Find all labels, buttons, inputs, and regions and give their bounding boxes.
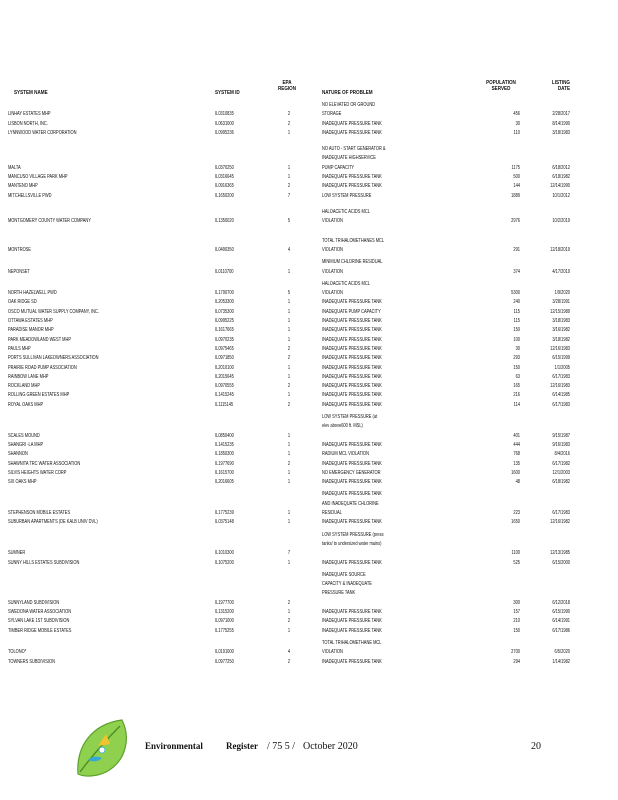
listing-date: 6/15/1990 — [552, 609, 570, 615]
system-id: IL0631000 — [215, 120, 234, 127]
population-served: 291 — [513, 246, 520, 253]
system-id: IL1010300 — [215, 550, 234, 557]
problem-line: INADEQUATE PRESSURE TANK — [322, 460, 382, 467]
epa-region: 1 — [287, 627, 291, 634]
system-name: MONTGOMERY COUNTY WATER COMPANY — [8, 218, 91, 225]
population-served: 150 — [513, 327, 520, 334]
problem-line: INADEQUATE PRESSURE TANK — [322, 318, 382, 324]
problem-line: PRESSURE TANK — [322, 590, 356, 597]
system-name: ROCKLAND MHP — [8, 383, 41, 390]
epa-region: 1 — [287, 559, 291, 566]
system-id: IL0191000 — [215, 649, 234, 656]
system-name: MITCHELLSVILLE PWD — [8, 192, 52, 199]
problem-line: INADEQUATE PRESSURE TANK — [322, 383, 382, 390]
population-served: 401 — [513, 432, 520, 439]
listing-date: 9/15/1987 — [552, 432, 570, 439]
problem-line: INADEQUATE PRESSURE TANK — [322, 129, 382, 136]
system-name: NEPONSET — [8, 268, 30, 275]
population-served: 456 — [513, 111, 520, 118]
epa-region: 1 — [287, 469, 291, 476]
header-population-served: POPULATION SERVED — [486, 80, 516, 93]
problem-line: INADEQUATE PRESSURE TANK — [322, 345, 382, 352]
problem-line: INADEQUATE PRESSURE TANK — [322, 441, 382, 448]
listing-date: 10/2/2019 — [552, 218, 570, 225]
footer-register: Register — [226, 741, 258, 751]
population-served: 223 — [513, 510, 520, 516]
system-name: PARADISE MANOR MHP — [8, 327, 54, 334]
epa-region: 1 — [287, 510, 291, 516]
listing-date: 12/15/1989 — [550, 308, 570, 315]
environmental-register-leaf-logo — [72, 716, 138, 778]
system-name: PRAIRIE ROAD PUMP ASSOCIATION — [8, 364, 77, 371]
system-id: IL1075200 — [215, 559, 234, 566]
population-served: 115 — [513, 308, 520, 315]
problem-line: INADEQUATE PRESSURE TANK — [322, 392, 382, 399]
problem-line: HALOACETIC ACIDS MCL — [322, 209, 370, 215]
system-id: IL1115145 — [215, 401, 234, 408]
system-id: IL2010100 — [215, 364, 234, 371]
population-served: 63 — [515, 373, 520, 380]
problem-line: INADEQUATE PRESSURE TANK — [322, 627, 382, 634]
population-served: 210 — [513, 618, 520, 625]
system-name: TIMBER RIDGE MOBILE ESTATES — [8, 627, 72, 634]
epa-region: 1 — [287, 373, 291, 380]
system-id: IL0375148 — [215, 519, 234, 526]
system-id: IL0370250 — [215, 164, 234, 171]
problem-line: VIOLATION — [322, 246, 343, 253]
header-nature-of-problem: NATURE OF PROBLEM — [322, 90, 373, 96]
system-id: IL0735300 — [215, 308, 234, 315]
system-name: SCALES MOUND — [8, 432, 40, 439]
system-name: SUNNY HILLS ESTATES SUBDIVISION — [8, 559, 80, 566]
system-id: IL0971000 — [215, 618, 234, 625]
listing-date: 6/12/2018 — [552, 599, 570, 606]
problem-line: INADEQUATE PRESSURE TANK — [322, 336, 382, 343]
population-served: 110 — [513, 129, 520, 136]
problem-line: TOTAL TRIHALOMETHANE MCL — [322, 639, 382, 646]
system-id: IL1415235 — [215, 441, 234, 448]
header-listing-date: LISTING DATE — [551, 80, 570, 93]
population-served: 157 — [513, 609, 520, 615]
system-id: IL1775255 — [215, 627, 234, 634]
problem-line: STORAGE — [322, 111, 342, 118]
footer-page-number: 20 — [531, 741, 541, 752]
listing-date: 6/15/1999 — [552, 355, 570, 362]
problem-line: INADEQUATE PRESSURE TANK — [322, 401, 382, 408]
system-id: IL2016605 — [215, 479, 234, 486]
listing-date: 12/13/1985 — [550, 550, 570, 557]
population-served: 2976 — [511, 218, 520, 225]
listing-date: 6/5/2020 — [554, 649, 570, 656]
problem-line: INADEQUATE PRESSURE TANK — [322, 373, 382, 380]
epa-region: 5 — [287, 218, 291, 225]
header-system-name: SYSTEM NAME — [14, 90, 48, 96]
system-id: IL0975465 — [215, 345, 234, 352]
listing-date: 4/17/2019 — [552, 268, 570, 275]
problem-line: NO AUTO - START GENERATOR & — [322, 146, 386, 153]
system-name: OAK RIDGE SD — [8, 299, 37, 306]
listing-date: 1/14/1982 — [552, 658, 570, 665]
problem-line: TOTAL TRIHALOMETHANES MCL — [322, 237, 385, 244]
epa-region: 4 — [287, 246, 291, 253]
system-name: LYNNWOOD WATER CORPORATION — [8, 129, 77, 136]
population-served: 30 — [515, 120, 520, 127]
epa-region: 1 — [287, 432, 291, 439]
listing-date: 12/18/2019 — [550, 246, 570, 253]
problem-line: VIOLATION — [322, 218, 343, 225]
problem-line: elev above600 ft. MSL) — [322, 423, 363, 430]
listing-date: 6/18/2012 — [552, 164, 570, 171]
system-name: SILVIS HEIGHTS WATER CORP — [8, 469, 67, 476]
epa-region: 5 — [287, 290, 291, 297]
problem-line: RADIUM MCL VIOLATION — [322, 451, 370, 458]
problem-line: LOW SYSTEM PRESSURE (at — [322, 414, 378, 420]
epa-region: 1 — [287, 129, 291, 136]
system-name: NORTH HAZELWELL PWD — [8, 290, 57, 297]
system-name: SUMNER — [8, 550, 26, 557]
epa-region: 2 — [287, 183, 291, 190]
listing-date: 12/14/1990 — [550, 183, 570, 190]
listing-date: 2/28/2017 — [552, 111, 570, 118]
footer-month-year: October 2020 — [303, 741, 358, 752]
epa-region: 2 — [287, 401, 291, 408]
listing-date: 3/28/1991 — [552, 299, 570, 306]
population-served: 1100 — [511, 550, 520, 557]
listing-date: 8/14/1990 — [552, 120, 570, 127]
population-served: 115 — [513, 318, 520, 324]
listing-date: 12/16/1982 — [550, 519, 570, 526]
system-id: IL1775239 — [215, 510, 234, 516]
epa-region: 2 — [287, 355, 291, 362]
system-id: IL0970235 — [215, 336, 234, 343]
population-served: 100 — [513, 336, 520, 343]
system-id: IL1615700 — [215, 469, 234, 476]
population-served: 444 — [513, 441, 520, 448]
listing-date: 6/15/2000 — [552, 559, 570, 566]
epa-region: 2 — [287, 599, 291, 606]
listing-date: 3/18/1983 — [552, 318, 570, 324]
system-id: IL1977700 — [215, 599, 234, 606]
system-id: IL0310835 — [215, 111, 234, 118]
system-name: MANTENO MHP — [8, 183, 38, 190]
problem-line: VIOLATION — [322, 290, 343, 297]
epa-region: 1 — [287, 308, 291, 315]
system-id: IL0970555 — [215, 383, 234, 390]
epa-region: 1 — [287, 441, 291, 448]
system-id: IL0850400 — [215, 432, 234, 439]
problem-line: INADEQUATE PRESSURE TANK — [322, 609, 382, 615]
epa-region: 1 — [287, 268, 291, 275]
problem-line: INADEQUATE PRESSURE TANK — [322, 559, 382, 566]
population-served: 114 — [513, 401, 520, 408]
system-name: SHANGRI -LA MHP — [8, 441, 44, 448]
problem-line: AND INADEQUATE CHLORINE — [322, 500, 379, 507]
problem-line: VIOLATION — [322, 649, 343, 656]
epa-region: 1 — [287, 164, 291, 171]
listing-date: 6/17/1982 — [552, 460, 570, 467]
problem-line: VIOLATION — [322, 268, 343, 275]
system-id: IL2053300 — [215, 299, 234, 306]
epa-region: 1 — [287, 299, 291, 306]
system-name: LISBON NORTH, INC. — [8, 120, 48, 127]
population-served: 1889 — [511, 192, 520, 199]
population-served: 30 — [515, 345, 520, 352]
population-served: 240 — [513, 299, 520, 306]
system-name: MANCUSO VILLAGE PARK MHP — [8, 174, 68, 181]
population-served: 48 — [515, 479, 520, 486]
epa-region: 1 — [287, 479, 291, 486]
population-served: 768 — [513, 451, 520, 458]
epa-region: 1 — [287, 318, 291, 324]
problem-line: INADEQUATE PRESSURE TANK — [322, 364, 382, 371]
header-system-id: SYSTEM ID — [215, 90, 240, 96]
problem-line: INADEQUATE PRESSURE TANK — [322, 355, 382, 362]
listing-date: 3/18/1983 — [552, 129, 570, 136]
system-name: MALTA — [8, 164, 21, 171]
problem-line: INADEQUATE PRESSURE TANK — [322, 299, 382, 306]
system-id: IL1350020 — [215, 218, 234, 225]
epa-region: 4 — [287, 649, 291, 656]
population-served: 5300 — [511, 290, 520, 297]
system-name: RAINBOW LANE MHP — [8, 373, 49, 380]
epa-region: 7 — [287, 192, 291, 199]
system-name: MONTROSE — [8, 246, 31, 253]
system-name: STEPHENSON MOBILE ESTATES — [8, 510, 71, 516]
population-served: 293 — [513, 355, 520, 362]
listing-date: 3/16/1982 — [552, 327, 570, 334]
epa-region: 1 — [287, 451, 291, 458]
population-served: 144 — [513, 183, 520, 190]
system-name: ROYAL OAKS MHP — [8, 401, 44, 408]
epa-region: 1 — [287, 327, 291, 334]
listing-date: 6/17/1986 — [552, 627, 570, 634]
population-served: 135 — [513, 460, 520, 467]
problem-line: INADEQUATE PRESSURE TANK — [322, 174, 382, 181]
epa-region: 1 — [287, 364, 291, 371]
problem-line: RESIDUAL — [322, 510, 342, 516]
system-name: TOWNERS SUBDIVISION — [8, 658, 55, 665]
problem-line: NO EMERGENCY GENERATOR — [322, 469, 381, 476]
system-id: IL2015645 — [215, 373, 234, 380]
system-name: SHANNON — [8, 451, 28, 458]
problem-line: INADEQUATE PUMP CAPACITY — [322, 308, 381, 315]
problem-line: INADEQUATE PRESSURE TANK — [322, 120, 382, 127]
system-id: IL1315200 — [215, 609, 234, 615]
problem-line: tanks/ to undersized water mains) — [322, 540, 382, 547]
epa-region: 2 — [287, 345, 291, 352]
epa-region: 2 — [287, 658, 291, 665]
listing-date: 6/17/1983 — [552, 510, 570, 516]
population-served: 1175 — [511, 164, 520, 171]
system-name: ROLLING GREEN ESTATES MHP — [8, 392, 70, 399]
system-name: OSCO MUTUAL WATER SUPPLY COMPANY, INC. — [8, 308, 99, 315]
epa-region: 2 — [287, 383, 291, 390]
population-served: 150 — [513, 364, 520, 371]
population-served: 2700 — [511, 649, 520, 656]
epa-region: 1 — [287, 336, 291, 343]
population-served: 165 — [513, 383, 520, 390]
epa-region: 1 — [287, 174, 291, 181]
system-id: IL1790700 — [215, 290, 234, 297]
system-name: PAULS MHP — [8, 345, 31, 352]
listing-date: 1/9/2020 — [554, 290, 570, 297]
system-name: PORTS SULLIVAN LAKEOWNERS ASSOCIATION — [8, 355, 99, 362]
system-name: SUBURBAN APARTMENTS (DE KALB UNIV DVL) — [8, 519, 98, 526]
problem-line: INADEQUATE PRESSURE TANK — [322, 183, 382, 190]
population-served: 294 — [513, 658, 520, 665]
system-id: IL1850300 — [215, 451, 234, 458]
problem-line: LOW SYSTEM PRESSURE — [322, 192, 372, 199]
system-id: IL1617665 — [215, 327, 234, 334]
listing-date: 12/1/2003 — [552, 469, 570, 476]
problem-line: INADEQUATE HIGHSERVICE — [322, 155, 376, 162]
population-served: 525 — [513, 559, 520, 566]
system-name: PARK MEADOWLAND WEST MHP — [8, 336, 71, 343]
epa-region: 2 — [287, 120, 291, 127]
system-name: OTTAWA ESTATES MHP — [8, 318, 53, 324]
listing-date: 6/17/1983 — [552, 373, 570, 380]
epa-region: 7 — [287, 550, 291, 557]
system-id: IL0916365 — [215, 183, 234, 190]
listing-date: 6/18/1982 — [552, 174, 570, 181]
system-id: IL0110700 — [215, 268, 234, 275]
system-name: LINHAY ESTATES MHP — [8, 111, 51, 118]
system-id: IL0971850 — [215, 355, 234, 362]
population-served: 150 — [513, 627, 520, 634]
problem-line: NO ELEVATED OR GROUND — [322, 102, 376, 108]
listing-date: 12/16/1983 — [550, 383, 570, 390]
problem-line: INADEQUATE SOURCE — [322, 571, 366, 578]
problem-line: INADEQUATE PRESSURE TANK — [322, 479, 382, 486]
system-id: IL0490350 — [215, 246, 234, 253]
system-id: IL0977250 — [215, 658, 234, 665]
problem-line: INADEQUATE PRESSURE TANK — [322, 618, 382, 625]
problem-line: HALOACETIC ACIDS MCL — [322, 280, 370, 287]
listing-date: 12/16/1983 — [550, 345, 570, 352]
system-name: SYLVAN LAKE 1ST SUBDIVISION — [8, 618, 70, 625]
system-id: IL1650200 — [215, 192, 234, 199]
listing-date: 6/14/1985 — [552, 392, 570, 399]
system-name: SWEDONA WATER ASSOCIATION — [8, 609, 72, 615]
listing-date: 10/1/2012 — [552, 192, 570, 199]
problem-line: CAPACITY & INADEQUATE — [322, 581, 372, 588]
listing-date: 8/4/2016 — [554, 451, 570, 458]
population-served: 374 — [513, 268, 520, 275]
system-id: IL1415245 — [215, 392, 234, 399]
problem-line: INADEQUATE PRESSURE TANK — [322, 327, 382, 334]
listing-date: 1/1/2005 — [554, 364, 570, 371]
epa-region: 2 — [287, 111, 291, 118]
problem-line: MINIMUM CHLORINE RESIDUAL — [322, 259, 383, 266]
system-id: IL0316645 — [215, 174, 234, 181]
problem-line: PUMP CAPACITY — [322, 164, 355, 171]
header-epa-region: EPA REGION — [277, 80, 297, 93]
population-served: 1650 — [511, 519, 520, 526]
epa-region: 1 — [287, 519, 291, 526]
problem-line: INADEQUATE PRESSURE TANK — [322, 519, 382, 526]
population-served: 300 — [513, 599, 520, 606]
epa-region: 1 — [287, 609, 291, 615]
system-name: TOLONO* — [8, 649, 27, 656]
system-name: SHAWNITA TRC WATER ASSOCIATION — [8, 460, 81, 467]
system-id: IL1977690 — [215, 460, 234, 467]
listing-date: 3/18/1982 — [552, 336, 570, 343]
system-name: SUNNYLAND SUBDIVISION — [8, 599, 60, 606]
footer-journal: Environmental — [145, 741, 203, 751]
system-id: IL0995225 — [215, 318, 234, 324]
listing-date: 9/16/1983 — [552, 441, 570, 448]
listing-date: 6/17/1983 — [552, 401, 570, 408]
listing-date: 6/14/1991 — [552, 618, 570, 625]
problem-line: INADEQUATE PRESSURE TANK — [322, 658, 382, 665]
epa-region: 1 — [287, 392, 291, 399]
population-served: 216 — [513, 392, 520, 399]
problem-line: INADEQUATE PRESSURE TANK — [322, 491, 382, 498]
problem-line: LOW SYSTEM PRESSURE (press — [322, 531, 384, 538]
population-served: 500 — [513, 174, 520, 181]
system-id: IL0995236 — [215, 129, 234, 136]
listing-date: 6/18/1982 — [552, 479, 570, 486]
epa-region: 2 — [287, 460, 291, 467]
footer-issue: / 75 5 / — [267, 741, 296, 752]
epa-region: 2 — [287, 618, 291, 625]
population-served: 1600 — [511, 469, 520, 476]
system-name: SIX OAKS MHP — [8, 479, 37, 486]
